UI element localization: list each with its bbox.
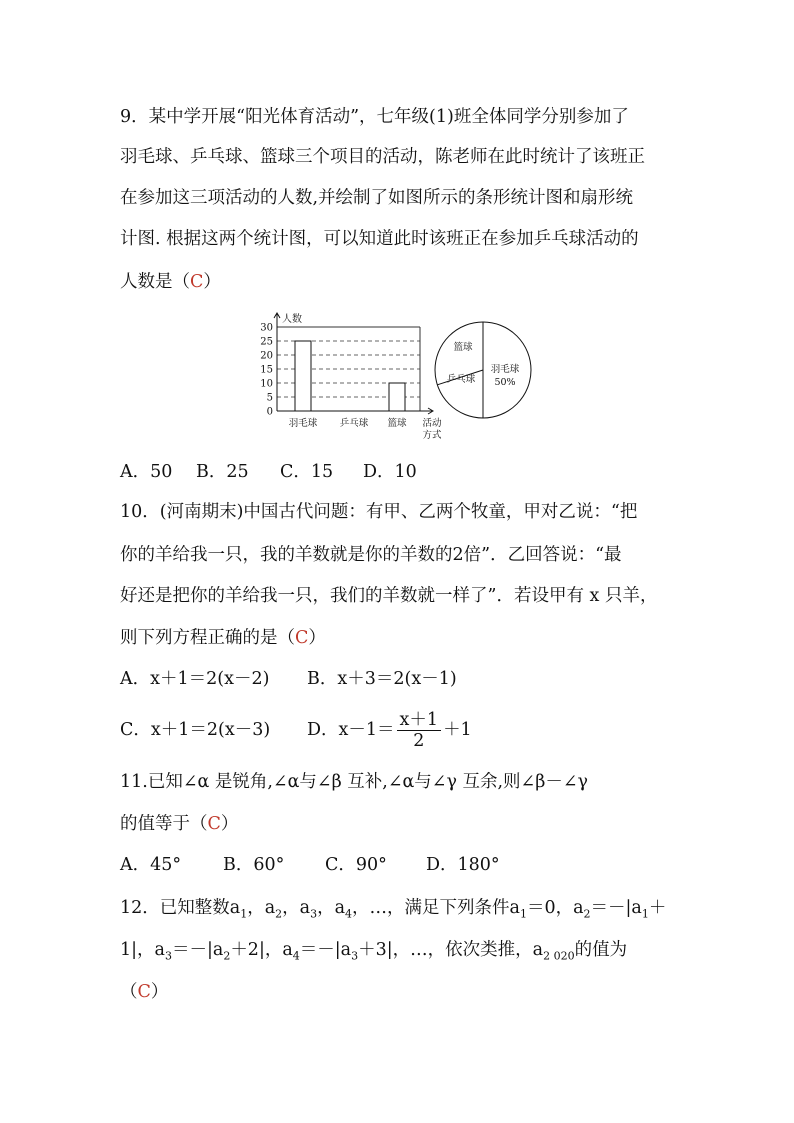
q12-text: 1|，a: [120, 940, 165, 960]
pie-slice-label: 篮球: [453, 342, 473, 353]
q11-option-d: D．180°: [426, 855, 500, 875]
q12-intro: 12．已知整数a: [120, 898, 241, 918]
q12-line-2: [120, 938, 627, 969]
q11-close-paren: ）: [220, 814, 239, 834]
subscript: 2: [583, 907, 591, 921]
q12-text: ＝－|a: [171, 940, 224, 960]
q10-option-a: A．x＋1＝2(x－2): [120, 669, 270, 689]
subscript: 4: [345, 907, 353, 921]
q12-text: ＋3|，…，依次类推，a: [358, 940, 544, 960]
y-tick-label: 30: [260, 322, 273, 334]
q9-figure: [255, 308, 545, 443]
q12-answer: C: [137, 982, 151, 1002]
q9-line-5: [120, 270, 221, 294]
q10-line-4: [120, 626, 326, 650]
q12-text: ，a: [317, 898, 346, 918]
pie-slice-label: 乒乓球: [446, 374, 476, 385]
q12-text: ＝－|a: [299, 940, 352, 960]
y-tick-label: 25: [260, 336, 273, 348]
subscript: 2 020: [543, 949, 575, 963]
q9-close-paren: ）: [203, 272, 221, 292]
subscript: 1: [519, 907, 527, 921]
q10-option-d-suffix: ＋1: [443, 720, 472, 740]
q9-line-1: 9．某中学开展“阳光体育活动”，七年级(1)班全体同学分别参加了: [120, 107, 629, 127]
x-tick-label: 羽毛球: [288, 418, 318, 429]
pie-chart: [435, 322, 531, 418]
y-tick-label: 15: [260, 364, 273, 376]
q9-line-3: 在参加这三项活动的人数,并绘制了如图所示的条形统计图和扇形统: [120, 188, 634, 208]
q11-option-b: B．60°: [223, 855, 285, 875]
q10-option-b: B．x＋3＝2(x－1): [307, 669, 457, 689]
q11-option-c: C．90°: [325, 855, 387, 875]
q11-answer: C: [207, 814, 221, 834]
q12-line-3: [120, 980, 168, 1004]
q10-option-d-prefix: D．x－1＝: [307, 720, 395, 740]
q9-option-d: D．10: [363, 462, 417, 482]
q11-line-1: 11.已知∠α 是锐角,∠α与∠β 互补,∠α与∠γ 互余,则∠β－∠γ: [120, 772, 588, 792]
q10-option-d: [307, 706, 472, 754]
x-tick-label: 篮球: [387, 418, 407, 429]
y-tick-label: 5: [266, 392, 273, 404]
subscript: 2: [275, 907, 283, 921]
q11-prompt: 的值等于（: [120, 814, 208, 834]
q12-text: ，a: [282, 898, 311, 918]
q12-text: ＝－|a: [590, 898, 642, 918]
q10-line-2: 你的羊给我一只，我的羊数就是你的羊数的2倍”．乙回答说：“最: [120, 545, 622, 565]
subscript: 1: [641, 907, 649, 921]
subscript: 1: [240, 907, 248, 921]
q10-close-paren: ）: [308, 628, 326, 648]
q12-text: ＋: [648, 898, 667, 918]
q12-text: ，a: [247, 898, 276, 918]
q9-prompt: 人数是（: [120, 272, 190, 292]
x-axis-label-line2: 方式: [422, 430, 442, 441]
q12-text: ＝0，a: [526, 898, 584, 918]
y-tick-label: 10: [260, 378, 273, 390]
q9-line-4: 计图. 根据这两个统计图，可以知道此时该班正在参加乒乓球活动的: [120, 229, 639, 249]
pie-slice-label: 羽毛球: [490, 364, 520, 375]
q9-charts-svg: [255, 308, 545, 443]
y-tick-label: 20: [260, 350, 273, 362]
q9-option-b: B．25: [196, 462, 249, 482]
bar-chart: [260, 312, 442, 441]
subscript: 3: [310, 907, 318, 921]
pie-percent-label: 50%: [494, 377, 516, 388]
q10-prompt: 则下列方程正确的是（: [120, 628, 295, 648]
q10-option-c: C．x＋1＝2(x－3): [120, 720, 271, 740]
q9-line-2: 羽毛球、乒乓球、篮球三个项目的活动，陈老师在此时统计了该班正: [120, 147, 645, 167]
x-axis-label-line1: 活动: [422, 418, 442, 429]
q12-text: ，…，满足下列条件a: [352, 898, 520, 918]
bar: [389, 383, 405, 411]
q10-answer: C: [295, 628, 309, 648]
q12-line-1: [120, 896, 666, 927]
q12-text: ＋2|，a: [230, 940, 293, 960]
subscript: 4: [292, 949, 300, 963]
subscript: 2: [223, 949, 231, 963]
q10-line-3: 好还是把你的羊给我一只，我们的羊数就一样了”．若设甲有 x 只羊，: [120, 586, 658, 606]
q9-answer: C: [190, 272, 204, 292]
q9-option-c: C．15: [280, 462, 334, 482]
q12-open-paren: （: [120, 982, 138, 1002]
x-tick-label: 乒乓球: [339, 418, 369, 429]
subscript: 3: [351, 949, 359, 963]
subscript: 3: [164, 949, 172, 963]
bar: [295, 341, 311, 411]
y-tick-label: 0: [266, 406, 273, 418]
fraction-denominator: 2: [413, 731, 425, 751]
q10-option-d-fraction: [397, 710, 442, 751]
q11-option-a: A．45°: [120, 855, 182, 875]
q12-close-paren: ）: [150, 982, 169, 1002]
fraction-numerator: x＋1: [397, 710, 442, 731]
y-axis-label: 人数: [282, 314, 302, 325]
q10-line-1: 10．(河南期末)中国古代问题：有甲、乙两个牧童，甲对乙说：“把: [120, 502, 638, 522]
q12-text: 的值为: [574, 940, 628, 960]
q9-option-a: A．50: [120, 462, 173, 482]
q11-line-2: [120, 812, 238, 836]
